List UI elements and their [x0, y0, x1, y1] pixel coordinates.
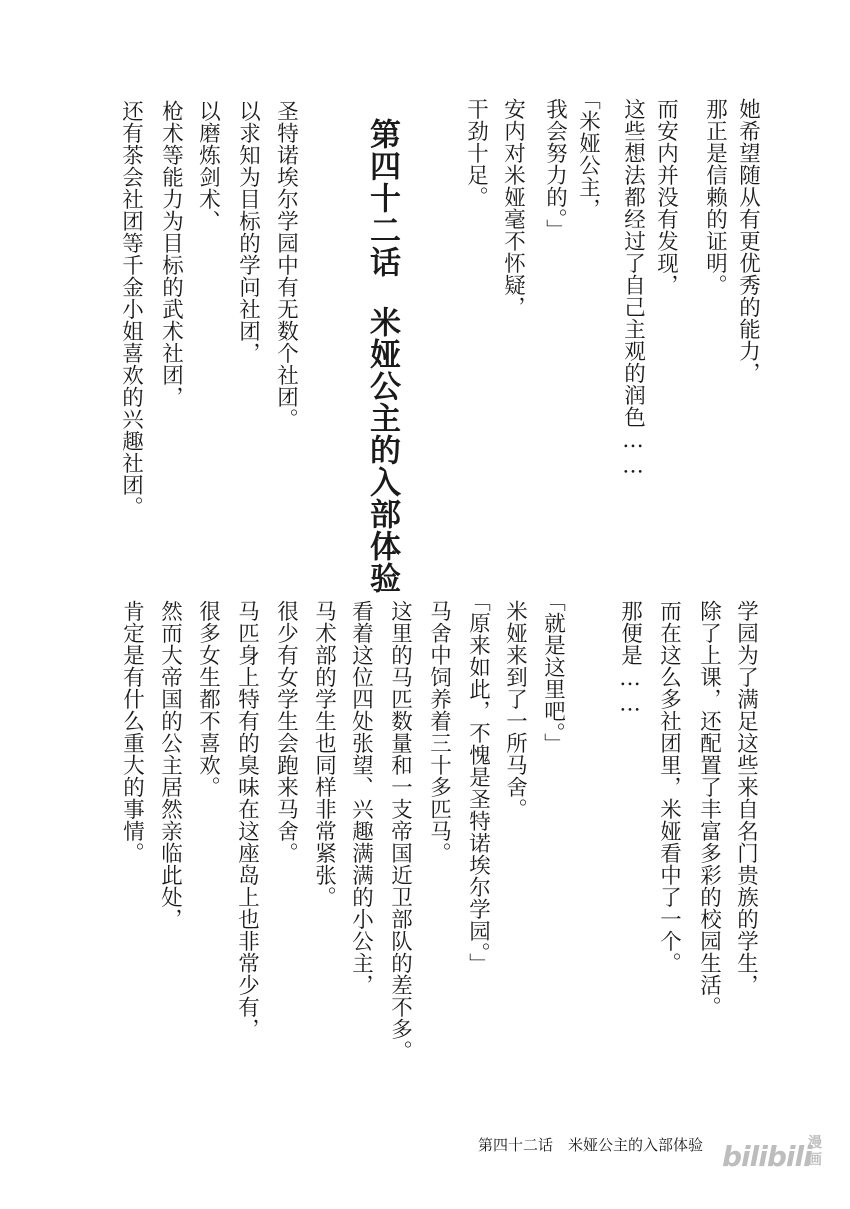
text-column: 她希望随从有更优秀的能力， — [735, 98, 761, 384]
bilibili-logo: bilibili — [722, 1140, 812, 1173]
text-column: 看着这位四处张望、兴趣满满的小公主， — [348, 600, 374, 996]
text-column: 「米娅公主， — [575, 88, 601, 220]
text-column: 而安内并没有发现， — [653, 98, 679, 296]
text-column: 很少有女学生会跑来马舍。 — [273, 600, 299, 864]
text-column: 学园为了满足这些来自名门贵族的学生， — [733, 600, 759, 996]
text-column: 「原来如此，不愧是圣特诺埃尔学园。」 — [465, 590, 491, 976]
text-column: 马术部的学生也同样非常紧张。 — [311, 600, 337, 908]
text-column: 我会努力的。」 — [542, 98, 568, 242]
text-column: 以求知为目标的学问社团， — [235, 100, 261, 364]
text-column: 马舍中饲养着三十多匹马。 — [426, 600, 452, 864]
text-column: 很多女生都不喜欢。 — [195, 600, 221, 798]
chapter-name: 米娅公主的入部体验 — [364, 306, 400, 594]
text-column: 干劲十足。 — [463, 98, 489, 208]
text-column: 那便是…… — [617, 600, 643, 717]
text-column: 肯定是有什么重大的事情。 — [119, 600, 145, 864]
text-column: 枪术等能力为目标的武术社团， — [158, 100, 184, 408]
text-column: 「就是这里吧。」 — [540, 590, 566, 756]
running-title: 第四十二话 米娅公主的入部体验 — [478, 1136, 704, 1154]
text-column: 而在这么多社团里，米娅看中了一个。 — [656, 600, 682, 974]
text-column: 这里的马匹数量和一支帝国近卫部队的差不多。 — [387, 600, 413, 1062]
chapter-title — [364, 118, 400, 594]
text-column: 马匹身上特有的臭味在这座岛上也非常少有， — [234, 600, 260, 1040]
text-column: 这些想法都经过了自己主观的润色…… — [620, 98, 646, 479]
text-column: 除了上课，还配置了丰富多彩的校园生活。 — [696, 600, 722, 1018]
text-column: 以磨炼剑术、 — [195, 100, 221, 232]
text-column: 那正是信赖的证明。 — [702, 98, 728, 296]
text-column: 然而大帝国的公主居然亲临此处， — [157, 600, 183, 930]
manga-logo-label: 漫画 — [808, 1135, 822, 1168]
text-column: 安内对米娅毫不怀疑， — [500, 98, 526, 318]
text-column: 还有茶会社团等千金小姐喜欢的兴趣社团。 — [118, 100, 144, 518]
text-column: 圣特诺埃尔学园中有无数个社团。 — [273, 100, 299, 430]
text-column: 米娅来到了一所马舍。 — [502, 600, 528, 820]
chapter-number: 第四十二话 — [364, 118, 400, 278]
